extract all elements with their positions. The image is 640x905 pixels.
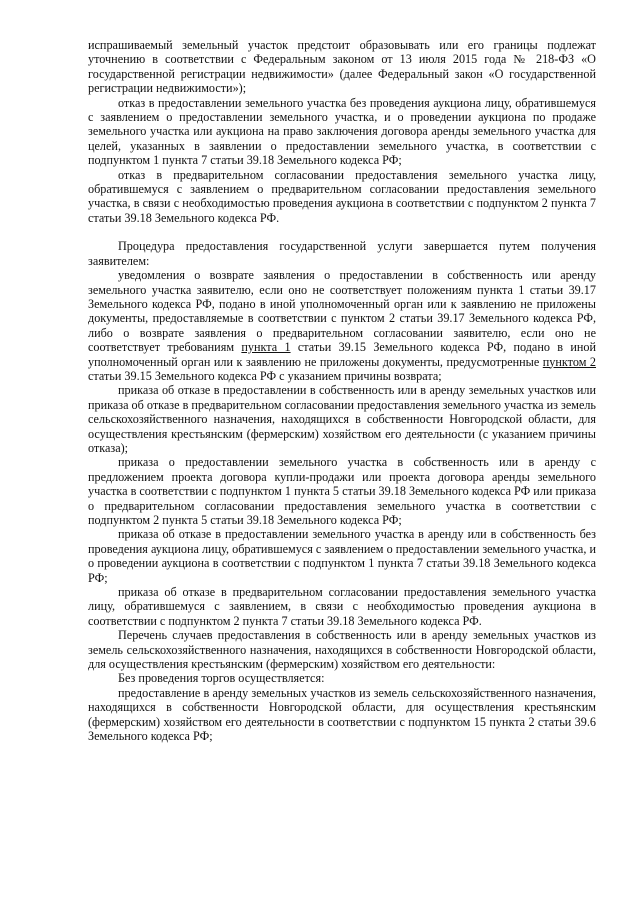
paragraph-lease-provision: предоставление в аренду земельных участков из земель сельскохозяйственного назначения, находящихся в собственности Новгородской области, для осуществления крестьянским (фермерским) хозяйством его деятельности в соответствии с подпунктом 15 пункта 2 статьи 39.6 Земельного кодекса РФ; [88,685,596,744]
link-clause-1[interactable]: пункта 1 [241,340,291,355]
paragraph-order-refusal-lease: приказа об отказе в предоставлении земельного участка в аренду или в собственность без проведения аукциона лицу, обратившемуся с заявлением о предоставлении земельного участка, и о проведении аукциона в соответствии с подпунктом 1 пункта 7 статьи 39.18 Земельного кодекса РФ; [88,527,596,585]
paragraph-registration-law: испрашиваемый земельный участок предстоит образовывать или его границы подлежат уточнению в соответствии с Федеральным законом от 13 июля 2015 года № 218-ФЗ «О государственной регистрации недвижимости» (далее Федеральный закон «О государственной регистрации недвижимости»); [88,38,596,96]
paragraph-cases-list: Перечень случаев предоставления в собственность или в аренду земельных участков из земель сельскохозяйственного назначения, находящихся в собственности Новгородской области, для осуществления крестьянским (фермерским) хозяйством его деятельности: [88,628,596,672]
return-notification-text-a: уведомления о возврате заявления о предоставлении в собственность или аренду земельного участка заявителю, если оно не соответствует положениям пункта 1 статьи 39.17 Земельного кодекса РФ, подано в иной уполномоченный орган или к заявлению не приложены документы, предоставляемые в соответствии с пунктом 2 статьи 39.17 Земельного кодекса РФ, либо о возврате заявления о предварительном согласовании заявителю, если оно не соответствует требованиям [88,268,596,355]
paragraph-order-granting: приказа о предоставлении земельного участка в собственность или в аренду с предложением проекта договора купли-продажи или проекта договора аренды земельного участка в соответствии с подпунктом 1 пункта 5 статьи 39.18 Земельного кодекса РФ или приказа о предварительном согласовании предоставления земельного участка в соответствии с подпунктом 2 пункта 5 статьи 39.18 Земельного кодекса РФ; [88,455,596,527]
return-notification-text-c: статьи 39.15 Земельного кодекса РФ с указанием причины возврата; [88,368,442,383]
paragraph-without-tender: Без проведения торгов осуществляется: [118,671,325,686]
paragraph-refusal-without-auction: отказ в предоставлении земельного участка без проведения аукциона лицу, обратившемуся с заявлением о предоставлении земельного участка, и о проведении аукциона по продаже земельного участка или аукциона на право заключения договора аренды земельного участка для целей, указанных в заявлении о предоставлении земельного участка, в соответствии с подпунктом 1 пункта 7 статьи 39.18 Земельного кодекса РФ; [88,95,596,168]
link-clause-2[interactable]: пунктом 2 [542,354,597,369]
document-page [88,38,596,744]
paragraph-order-refusal: приказа об отказе в предоставлении в собственность или в аренду земельных участков или приказа об отказе в предварительном согласовании предоставления земельного участка из земель сельскохозяйственного назначения, находящихся в собственности Новгородской области, для осуществления крестьянским (фермерским) хозяйством его деятельности (с указанием причины отказа); [88,383,596,455]
paragraph-procedure-completion: Процедура предоставления государственной услуги завершается путем получения заявителем: [88,239,596,268]
paragraph-refusal-preliminary-approval: отказ в предварительном согласовании предоставления земельного участка лицу, обратившемуся с заявлением о предварительном согласовании предоставления земельного участка, в связи с необходимостью проведения аукциона в соответствии с подпунктом 2 пункта 7 статьи 39.18 Земельного кодекса РФ. [88,167,596,225]
paragraph-order-refusal-preliminary: приказа об отказе в предварительном согласовании предоставления земельного участка лицу, обратившемуся с заявлением, в связи с необходимостью проведения аукциона в соответствии с подпунктом 2 пункта 7 статьи 39.18 Земельного кодекса РФ. [88,585,596,628]
return-notification-text-b: статьи 39.15 Земельного кодекса РФ, подано в иной уполномоченный орган или к заявлению не приложены документы, предусмотренные [88,340,596,369]
paragraph-return-notification [88,268,596,383]
